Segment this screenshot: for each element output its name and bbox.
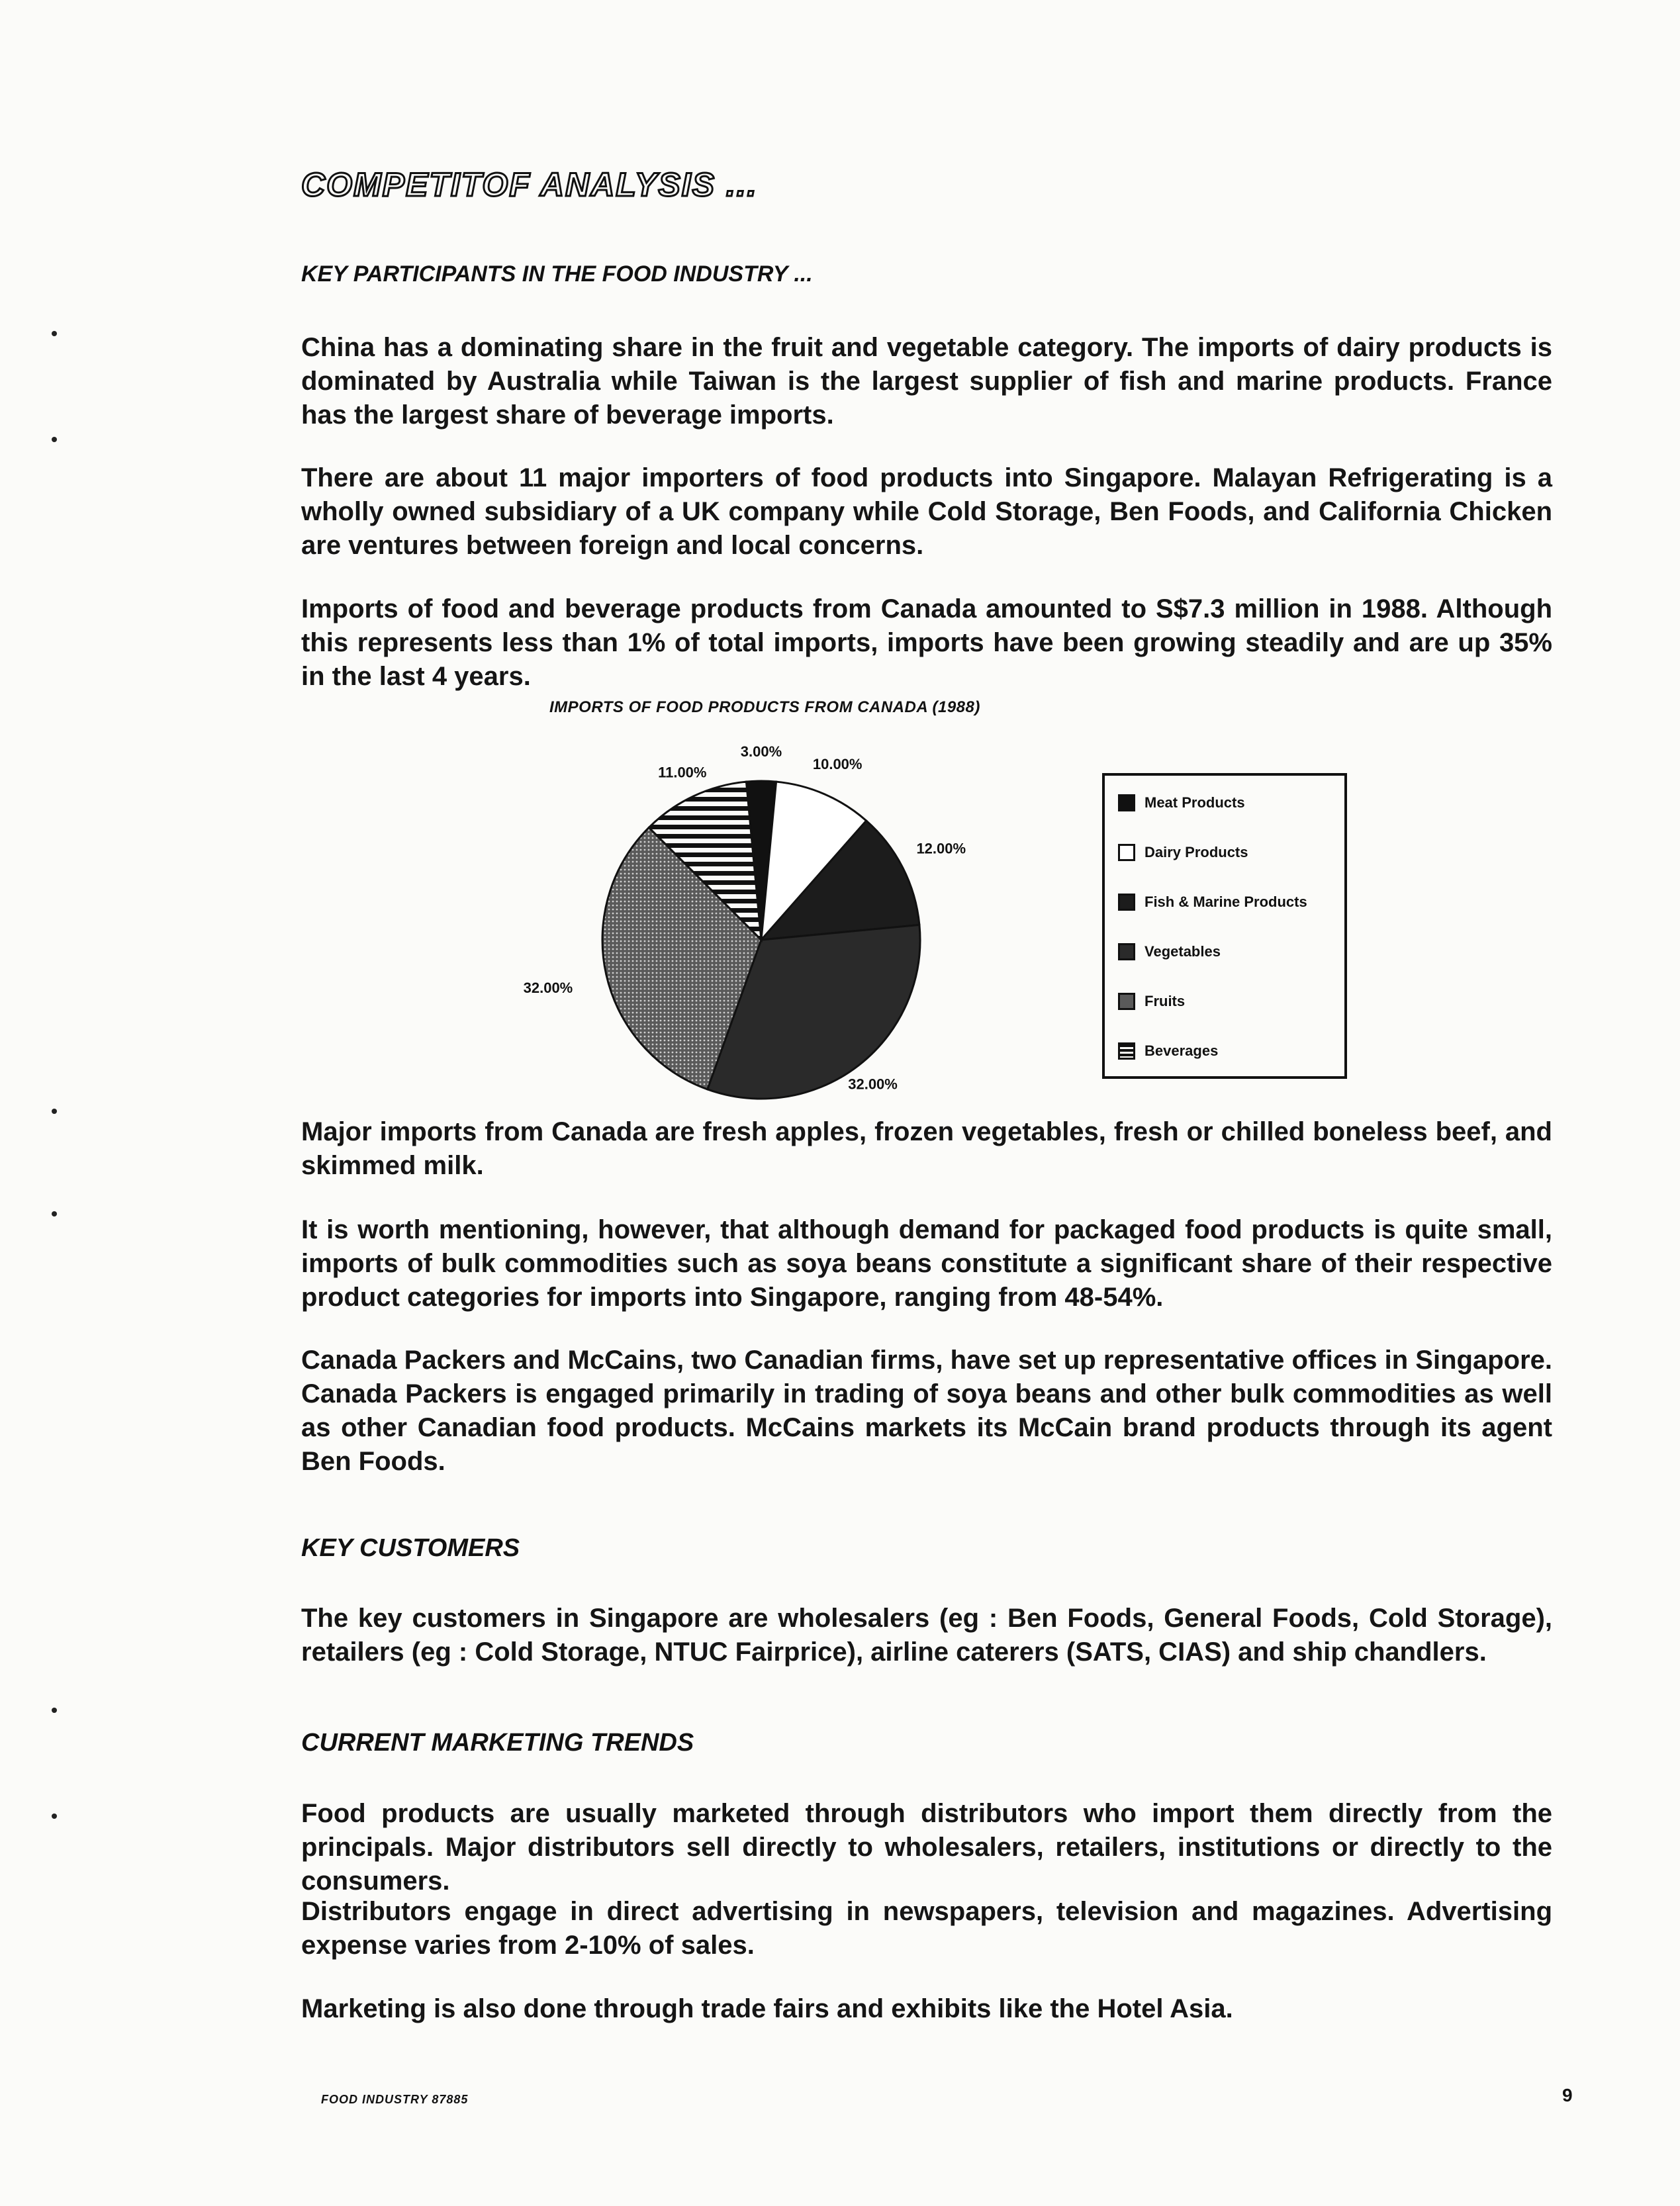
paragraph-bulk-commodities: It is worth mentioning, however, that although demand for packaged food products is quite small, imports of bulk commodities such as soya beans constitute a significant share of their respective product categories for imports into Singapore, ranging from 48-54%.	[301, 1215, 1552, 1312]
legend-item-beverages	[1118, 1042, 1218, 1060]
page-heading: COMPETITOF ANALYSIS ...	[301, 166, 758, 203]
legend-swatch-fish	[1118, 894, 1135, 911]
legend-swatch-meat	[1118, 794, 1135, 811]
legend-swatch-vegetables	[1118, 943, 1135, 960]
legend-item-dairy	[1118, 844, 1248, 861]
section-heading-key-customers: KEY CUSTOMERS	[301, 1534, 520, 1562]
paragraph-canada-imports: Imports of food and beverage products from Canada amounted to S$7.3 million in 1988. Although this represents less than 1% of total imports, imports have been growing steadily and are up 35% in the last 4 years.	[301, 594, 1552, 691]
pie-label-vegetables: 32.00%	[848, 1076, 898, 1093]
margin-mark	[52, 1814, 57, 1819]
legend-label-vegetables: Vegetables	[1144, 943, 1221, 960]
paragraph-canadian-firms: Canada Packers and McCains, two Canadian firms, have set up representative offices in Singapore. Canada Packers is engaged primarily in trading of soya beans and other bulk commodities as well as other Canadian food products. McCains markets its McCain brand products through its agent Ben Foods.	[301, 1346, 1552, 1476]
pie-label-fruits: 32.00%	[523, 979, 573, 996]
pie-label-beverages: 11.00%	[658, 764, 707, 781]
legend-item-fish	[1118, 894, 1307, 911]
legend-label-fruits: Fruits	[1144, 993, 1186, 1009]
legend-item-meat	[1118, 794, 1245, 811]
legend-item-vegetables	[1118, 943, 1221, 960]
paragraph-china-share: China has a dominating share in the fruit and vegetable category. The imports of dairy products is dominated by Australia while Taiwan is the largest supplier of fish and marine products. France has the largest share of beverage imports.	[301, 333, 1552, 430]
margin-mark	[52, 1211, 57, 1217]
margin-mark	[52, 437, 57, 442]
margin-mark	[52, 331, 57, 336]
footer-document-code: FOOD INDUSTRY 87885	[321, 2093, 469, 2106]
margin-mark	[52, 1708, 57, 1713]
section-heading-marketing-trends: CURRENT MARKETING TRENDS	[301, 1729, 694, 1757]
legend-swatch-dairy	[1118, 844, 1135, 861]
paragraph-advertising: Distributors engage in direct advertising in newspapers, television and magazines. Advertising expense varies from 2-10% of sales.	[301, 1897, 1552, 1960]
page-number: 9	[1562, 2085, 1573, 2105]
pie-chart	[516, 741, 1059, 1112]
pie-label-dairy-products: 10.00%	[812, 755, 863, 772]
paragraph-major-imports: Major imports from Canada are fresh apples, frozen vegetables, fresh or chilled boneless beef, and skimmed milk.	[301, 1117, 1552, 1180]
paragraph-trade-fairs: Marketing is also done through trade fairs and exhibits like the Hotel Asia.	[301, 1994, 1233, 2023]
legend-swatch-fruits	[1118, 993, 1135, 1010]
section-heading-key-participants: KEY PARTICIPANTS IN THE FOOD INDUSTRY ...	[301, 261, 813, 287]
pie-label-fish-and-marine-products: 12.00%	[916, 840, 966, 857]
pie-label-meat-products: 3.00%	[740, 743, 782, 760]
legend-label-beverages: Beverages	[1144, 1042, 1219, 1059]
margin-mark	[52, 1109, 57, 1114]
legend-swatch-beverages	[1118, 1042, 1135, 1060]
paragraph-major-importers: There are about 11 major importers of food products into Singapore. Malayan Refrigerating is a wholly owned subsidiary of a UK company while Cold Storage, Ben Foods, and California Chicken are ventures between foreign and local concerns.	[301, 463, 1552, 560]
chart-title: IMPORTS OF FOOD PRODUCTS FROM CANADA (1988)	[549, 698, 980, 716]
legend-label-fish: Fish & Marine Products	[1144, 894, 1307, 910]
chart-legend	[1102, 773, 1347, 1079]
paragraph-key-customers: The key customers in Singapore are wholesalers (eg : Ben Foods, General Foods, Cold Storage), retailers (eg : Cold Storage, NTUC Fairprice), airline caterers (SATS, CIAS) and ship chandlers.	[301, 1604, 1552, 1667]
legend-label-dairy: Dairy Products	[1144, 844, 1248, 860]
legend-label-meat: Meat Products	[1144, 794, 1245, 811]
paragraph-distributors: Food products are usually marketed through distributors who import them directly from the principals. Major distributors sell directly to wholesalers, retailers, institutions or directly to the consumers.	[301, 1799, 1552, 1896]
legend-item-fruits	[1118, 993, 1185, 1010]
